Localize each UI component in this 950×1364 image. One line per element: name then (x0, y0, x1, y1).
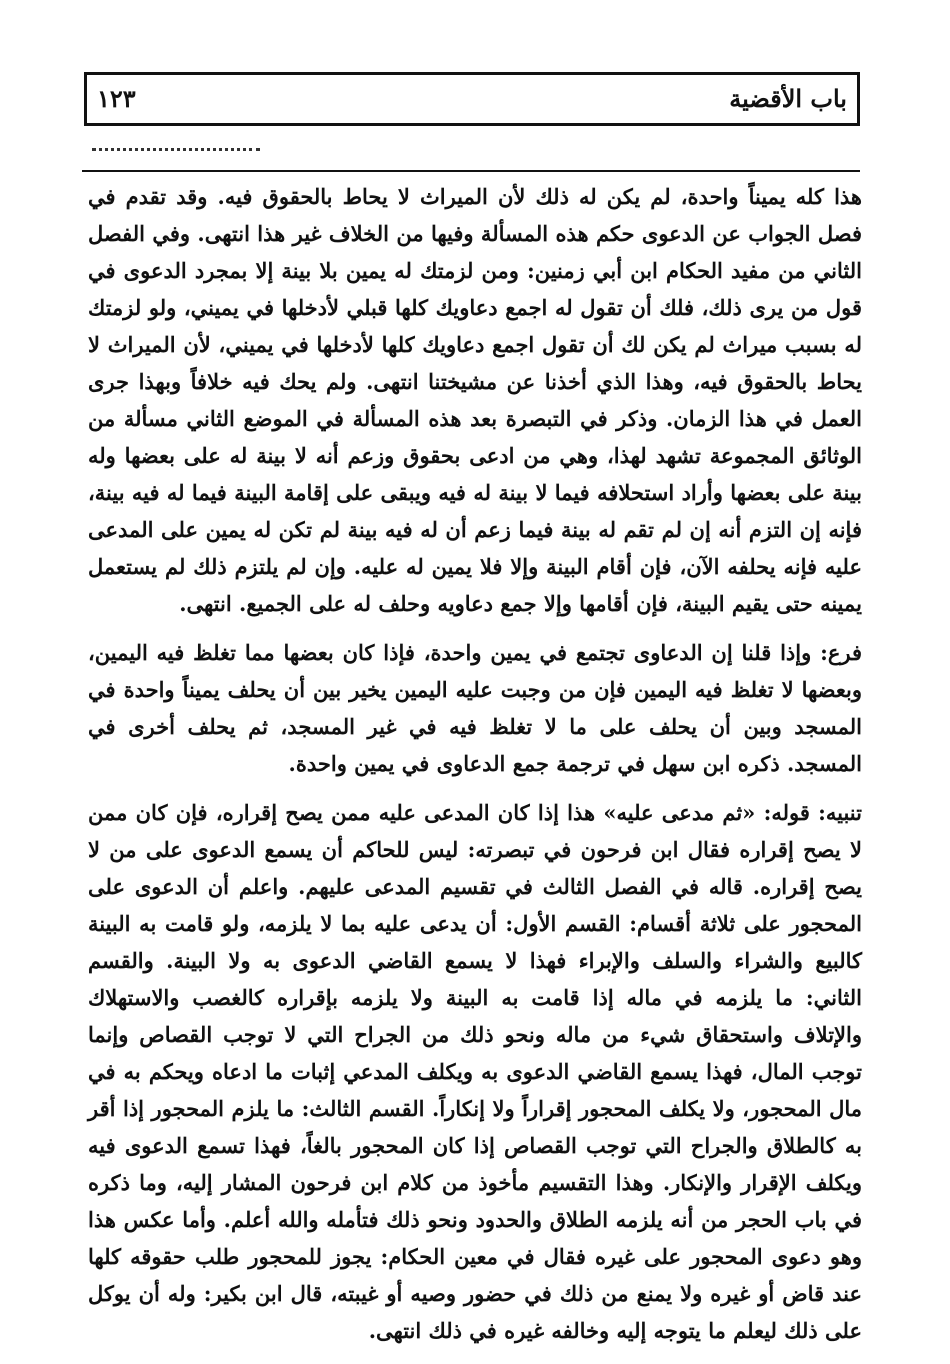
page-number: ١٢٣ (97, 84, 136, 113)
paragraph: تنبيه: قوله: «ثم مدعى عليه» هذا إذا كان المدعى عليه ممن يصح إقراره، فإن كان ممن لا يصح إقراره فقال ابن فرحون في تبصرته: ليس للحاكم أن يسمع الدعوى على من لا يصح إقراره. قاله في الفصل الثالث في تقسيم المدعى عليهم. واعلم أن الدعوى على المحجور على ثلاثة أقسام: القسم الأول: أن يدعى عليه بما لا يلزمه، ولو قامت به البينة كالبيع والشراء والسلف والإبراء فهذا لا يسمع القاضي الدعوى به ولا البينة. والقسم الثاني: ما يلزمه في ماله إذا قامت به البينة ولا يلزمه بإقراره كالغصب والاستهلاك والإتلاف واستحقاق شيء من ماله ونحو ذلك من الجراح التي لا توجب القصاص وإنما توجب المال، فهذا يسمع القاضي الدعوى به ويكلف المدعي إثبات ما ادعاه ويحكم به في مال المحجور، ولا يكلف المحجور إقراراً ولا إنكاراً. القسم الثالث: ما يلزم المحجور إذا أقر به كالطلاق والجراح التي توجب القصاص إذا كان المحجور بالغاً، فهذا تسمع الدعوى فيه ويكلف الإقرار والإنكار. وهذا التقسيم مأخوذ من كلام ابن فرحون المشار إليه، وما ذكره في باب الحجر من أنه يلزمه الطلاق والحدود ونحو ذلك فتأمله والله أعلم. وأما عكس هذا وهو دعوى المحجور على غيره فقال في معين الحكام: يجوز للمحجور طلب حقوقه كلها عند قاض أو غيره ولا يمنع من ذلك في حضور وصيه أو غيبته، قال ابن بكير: وله أن يوكل على ذلك ليعلم ما يتوجه إليه وخالفه غيره في ذلك انتهى. (88, 800, 862, 1343)
paragraph: هذا كله يميناً واحدة، لم يكن له ذلك لأن الميراث لا يحاط بالحقوق فيه. وقد تقدم في فصل الجواب عن الدعوى حكم هذه المسألة وفيها من الخلاف غير هذا انتهى. وفي الفصل الثاني من مفيد الحكام ابن أبي زمنين: ومن لزمتك له يمين بلا بينة إلا بمجرد الدعوى في قول من يرى ذلك، فلك أن تقول له اجمع دعاويك كلها قبلي لأدخلها في يميني، ولو لزمتك له بسبب ميراث لم يكن لك أن تقول اجمع دعاويك كلها لأدخلها في يميني، لأن الميراث لا يحاط بالحقوق فيه، وهذا الذي أخذنا عن مشيختنا انتهى. ولم يحك فيه خلافاً وبهذا جرى العمل في هذا الزمان. وذكر في التبصرة بعد هذه المسألة في الموضع الثاني مسألة من الوثائق المجموعة تشهد لهذا، وهي من ادعى بحقوق وزعم أنه لا بينة له على بعضها وله بينة على بعضها وأراد استحلافه فيما لا بينة له فيه ويبقى على إقامة البينة فيما له فيه بينة، فإنه إن التزم أنه إن لم تقم له بينة فيما زعم أن له فيه بينة لم تكن له يمين على المدعى عليه فإنه يحلفه الآن، فإن أقام البينة وإلا فلا يمين له عليه. وإن لم يلتزم ذلك لم يستعمل يمينه حتى يقيم البينة، فإن أقامها وإلا جمع دعاويه وحلف له على الجميع. انتهى. (88, 184, 862, 616)
paragraph: فرع: وإذا قلنا إن الدعاوى تجتمع في يمين واحدة، فإذا كان بعضها مما تغلظ فيه اليمين، وبعضها لا تغلظ فيه اليمين فإن من وجبت عليه اليمين يخير بين أن يحلف يميناً واحدة في المسجد وبين أن يحلف على ما لا تغلظ فيه في غير المسجد، ثم يحلف أخرى في المسجد. ذكره ابن سهل في ترجمة جمع الدعاوى في يمين واحدة. (88, 640, 862, 776)
chapter-title: باب الأقضية (729, 84, 847, 113)
running-header (84, 72, 860, 126)
horizontal-rule (82, 170, 860, 172)
page-body (88, 178, 862, 1349)
dotted-separator (92, 148, 260, 151)
